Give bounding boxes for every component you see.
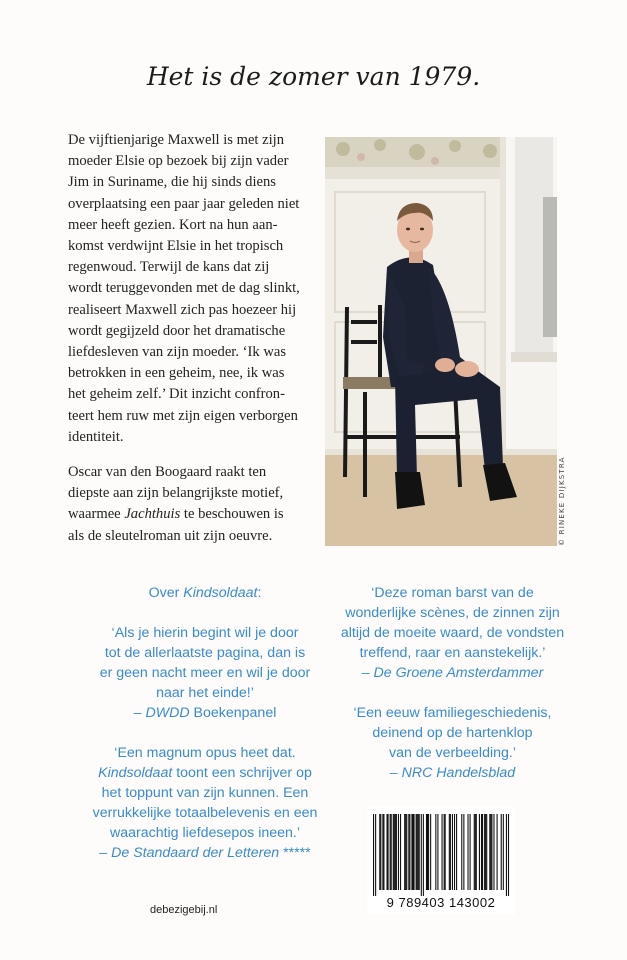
barcode-bar (501, 814, 502, 890)
quote-line: er geen nacht meer en wil je door (99, 665, 311, 681)
quote-line: deinend op de hartenklop (372, 725, 533, 741)
text-line: De vijftienjarige Maxwell is met zijn (68, 132, 285, 148)
barcode-bar (445, 814, 446, 890)
barcode-bar (484, 814, 485, 890)
barcode-bar (417, 814, 418, 890)
barcode-bar (393, 814, 394, 890)
barcode-bar (442, 814, 443, 890)
barcode-bar (449, 814, 450, 890)
text-line: Jim in Suriname, die hij sinds diens (68, 174, 276, 191)
barcode-bar (419, 814, 420, 890)
text-line: regenwoud. Terwijl de kans dat zij (68, 259, 270, 276)
publisher-url[interactable]: debezigebij.nl (150, 904, 218, 916)
isbn-barcode (367, 806, 515, 914)
barcode-bar (461, 814, 462, 890)
barcode-bar (486, 814, 487, 890)
quotes-intro: Over Kindsoldaat: (148, 585, 262, 601)
synopsis (68, 130, 313, 561)
barcode-bar (479, 814, 480, 890)
text-line: als de sleutelroman uit zijn oeuvre. (68, 527, 273, 544)
quote-source: – De Groene Amsterdammer (361, 665, 544, 681)
barcode-bar (452, 814, 453, 890)
review-quote-nrc (340, 703, 565, 783)
barcode-bar (408, 814, 409, 890)
quote-line: verrukkelijke totaalbelevenis en een (92, 805, 318, 821)
quote-line: ‘Een eeuw familiegeschiedenis, (353, 705, 552, 721)
quote-source: – DWDD Boekenpanel (133, 705, 277, 721)
barcode-bar (412, 814, 413, 890)
barcode-bar (474, 814, 475, 890)
barcode-bar (435, 814, 436, 890)
barcode-bar (444, 814, 445, 890)
quote-line: altijd de moeite waard, de vondsten (340, 625, 565, 641)
synopsis-paragraph-1 (68, 130, 313, 448)
barcode-bar (497, 814, 498, 890)
quote-source: – NRC Handelsblad (389, 765, 516, 781)
barcode-bar (421, 814, 422, 896)
barcode-bar (503, 814, 504, 890)
text-line: waarmee Jachthuis te beschouwen is (68, 506, 284, 523)
text-line: wordt gegijzeld door het dramatische (68, 322, 286, 339)
quotes-left-column (90, 583, 320, 883)
quote-line: ‘Deze roman barst van de (371, 585, 534, 601)
barcode-bar (491, 814, 492, 890)
barcode-bar (470, 814, 471, 890)
barcode-bar (387, 814, 388, 890)
quote-line: van de verbeelding.’ (389, 745, 516, 761)
barcode-bar (373, 814, 374, 896)
text-line: diepste aan zijn belangrijkste motief, (68, 485, 284, 502)
barcode-bar (467, 814, 468, 890)
barcode-bar (396, 814, 397, 890)
isbn-number: 9 789403 143002 (386, 895, 496, 910)
text-line: meer heeft gezien. Kort na hun aan- (68, 216, 278, 233)
barcode-bar (506, 814, 507, 896)
barcode-bar (395, 814, 396, 890)
text-line: identiteit. (68, 428, 124, 445)
barcode-bar (426, 814, 427, 890)
barcode-bar (418, 814, 419, 890)
barcode-bar (481, 814, 482, 890)
text-line: moeder Elsie op bezoek bij zijn vader (68, 153, 289, 170)
quote-source: – De Standaard der Letteren ***** (99, 845, 311, 861)
book-title: Kindsoldaat (98, 765, 173, 781)
barcode-bars (367, 806, 515, 896)
quote-line: treffend, raar en aanstekelijk.’ (359, 645, 546, 661)
barcode-bar (404, 814, 405, 890)
barcode-bar (382, 814, 383, 890)
barcode-bar (375, 814, 376, 896)
review-quote-groene (340, 583, 565, 683)
barcode-bar (406, 814, 407, 890)
barcode-bar (485, 814, 486, 890)
review-quote-dwdd (90, 623, 320, 723)
barcode-bar (383, 814, 384, 890)
book-title: Jachthuis (124, 506, 181, 523)
text-line: teert hem ruw met zijn eigen verborgen (68, 407, 298, 424)
barcode-bar (423, 814, 424, 896)
author-photo (325, 137, 557, 546)
quote-line: ‘Een magnum opus heet dat. (114, 745, 296, 761)
barcode-bar (398, 814, 399, 890)
barcode-bar (405, 814, 406, 890)
barcode-bar (489, 814, 490, 890)
barcode-bar (400, 814, 401, 890)
text-line: betrokken in een geheim, nee, ik was (68, 365, 285, 382)
barcode-bar (490, 814, 491, 890)
barcode-bar (390, 814, 391, 890)
barcode-bar (493, 814, 494, 890)
text-line: realiseert Maxwell zich pas hoezeer hij (68, 301, 297, 318)
barcode-bar (380, 814, 381, 890)
barcode-bar (437, 814, 438, 890)
barcode-bar (482, 814, 483, 890)
barcode-bar (456, 814, 457, 890)
barcode-bar (475, 814, 476, 890)
review-quote-standaard (90, 743, 320, 863)
quotes-right-column (340, 583, 565, 803)
barcode-bar (411, 814, 412, 890)
quote-line: Kindsoldaat toont een schrijver op (98, 765, 312, 781)
barcode-bar (413, 814, 414, 890)
headline: Het is de zomer van 1979. (146, 62, 481, 91)
text-line: liefdesleven van zijn moeder. ‘Ik was (68, 344, 287, 361)
synopsis-paragraph-2 (68, 462, 313, 547)
text-line: komst verdwijnt Elsie in het tropisch (68, 238, 284, 255)
author-photo-illustration (325, 137, 557, 546)
barcode-bar (508, 814, 509, 896)
barcode-bar (391, 814, 392, 890)
barcode-bar (428, 814, 429, 890)
book-title: Kindsoldaat (183, 585, 258, 601)
barcode-bar (454, 814, 455, 890)
barcode-bar (476, 814, 477, 890)
barcode-bar (388, 814, 389, 890)
quote-line: wonderlijke scènes, de zinnen zijn (345, 605, 560, 621)
quote-line: tot de allerlaatste pagina, dan is (104, 645, 306, 661)
barcode-bar (463, 814, 464, 890)
quote-line: het toppunt van zijn kunnen. Een (101, 785, 309, 801)
barcode-bar (450, 814, 451, 890)
photo-credit: © RINEKE DIJKSTRA (558, 456, 566, 546)
barcode-bar (379, 814, 380, 890)
quote-line: waarachtig liefdesepos ineen.’ (109, 825, 301, 841)
text-line: wordt teruggevonden met de dag slinkt, (68, 280, 300, 297)
barcode-bar (416, 814, 417, 890)
text-line: Oscar van den Boogaard raakt ten (68, 464, 267, 481)
barcode-bar (394, 814, 395, 890)
quote-line: ‘Als je hierin begint wil je door (111, 625, 299, 641)
quote-line: naar het einde!’ (156, 685, 254, 701)
text-line: het geheim zelf.’ Dit inzicht confron- (68, 386, 285, 403)
barcode-bar (427, 814, 428, 890)
text-line: overplaatsing een paar jaar geleden niet (68, 195, 300, 212)
barcode-bar (430, 814, 431, 890)
barcode-bar (409, 814, 410, 890)
